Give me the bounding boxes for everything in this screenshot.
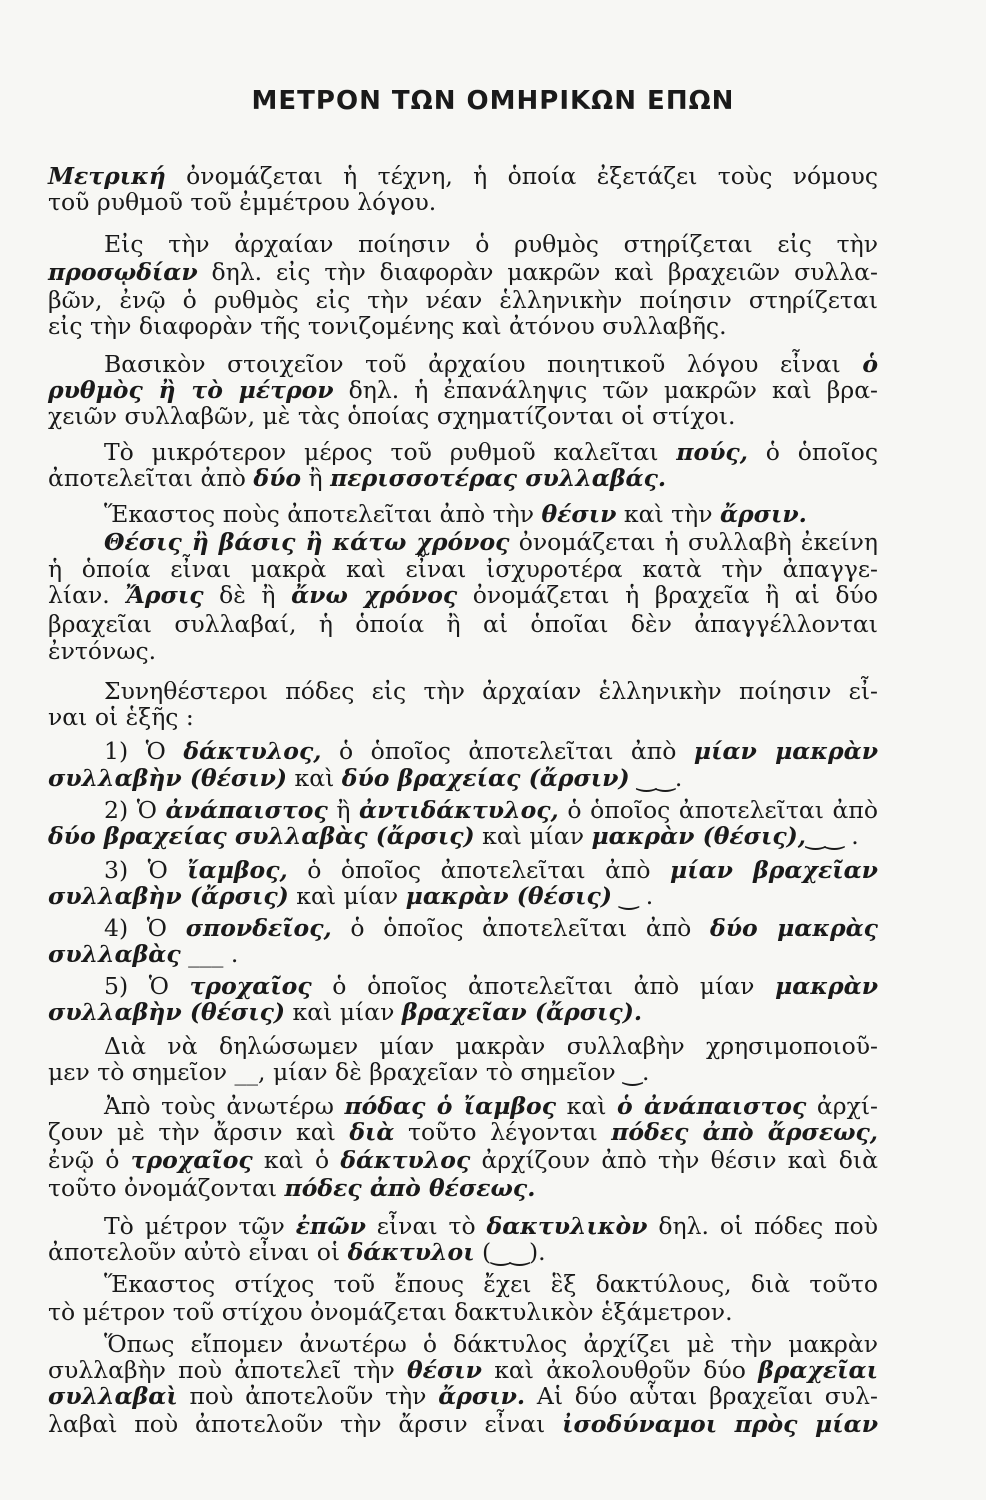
emphasis-text: δύο bbox=[253, 464, 302, 492]
text-line bbox=[104, 1032, 878, 1060]
emphasis-text: ἄρσιν. bbox=[438, 1382, 526, 1410]
text-run: ὁ ὁποῖος ἀποτελεῖται ἀπὸ bbox=[331, 914, 711, 942]
emphasis-text: δακτυλικὸν bbox=[486, 1212, 648, 1240]
text-run: τοῦ ρυθμοῦ τοῦ ἐμμέτρου λόγου. bbox=[48, 188, 437, 216]
text-line bbox=[104, 528, 878, 556]
emphasis-text: σπονδεῖος, bbox=[185, 914, 332, 942]
emphasis-text: ἀντιδάκτυλος, bbox=[359, 796, 559, 824]
text-line bbox=[48, 1238, 878, 1266]
text-line bbox=[48, 258, 878, 286]
text-line bbox=[104, 914, 878, 942]
text-run: Ὅπως εἴπομεν ἀνωτέρω ὁ δάκτυλος ἀρχίζει μὲ τὴν μακρὰν bbox=[104, 1330, 878, 1358]
text-run: 5) Ὁ bbox=[104, 972, 190, 1000]
emphasis-text: Ἄρσις bbox=[125, 581, 204, 609]
text-line bbox=[48, 637, 878, 665]
emphasis-text: ἄνω χρόνος bbox=[291, 581, 458, 609]
text-line bbox=[48, 1146, 878, 1174]
text-run: ποὺ ἀποτελοῦν τὴν bbox=[177, 1382, 439, 1410]
text-run: ὁ ὁποῖος ἀποτελεῖται ἀπὸ bbox=[321, 737, 694, 765]
text-line bbox=[48, 703, 878, 731]
text-run: 3) Ὁ bbox=[104, 856, 188, 884]
text-run: τὸ μέτρον τοῦ στίχου ὀνομάζεται δακτυλικὸν ἑξάμετρον. bbox=[48, 1298, 733, 1326]
text-run: καὶ bbox=[556, 1092, 618, 1120]
text-line bbox=[48, 1174, 878, 1202]
emphasis-text: θέσιν bbox=[541, 500, 617, 528]
text-run: ὁ ὁποῖος ἀποτελεῖται ἀπὸ bbox=[558, 796, 878, 824]
emphasis-text: ἴαμβος, bbox=[187, 856, 288, 884]
emphasis-text: μακρὰν (θέσις), bbox=[591, 822, 806, 850]
emphasis-text: ἀνάπαιστος bbox=[165, 796, 328, 824]
emphasis-text: διὰ bbox=[349, 1118, 395, 1146]
emphasis-text: ρυθμὸς ἢ τὸ μέτρον bbox=[48, 376, 334, 404]
text-line bbox=[48, 1298, 878, 1326]
text-run: Ἕκαστος ποὺς ἀποτελεῖται ἀπὸ τὴν bbox=[104, 500, 542, 528]
emphasis-text: μίαν μακρὰν bbox=[693, 737, 879, 765]
text-run: εἰς τὴν διαφορὰν τῆς τονιζομένης καὶ ἀτόνου συλλαβῆς. bbox=[48, 312, 727, 340]
text-run: Τὸ μικρότερον μέρος τοῦ ρυθμοῦ καλεῖται bbox=[104, 438, 677, 466]
text-run: λίαν. bbox=[48, 581, 126, 609]
text-run: Τὸ μέτρον τῶν bbox=[104, 1212, 296, 1240]
emphasis-text: ὁ ἀνάπαιστος bbox=[617, 1092, 807, 1120]
emphasis-text: πόδες ἀπὸ ἄρσεως, bbox=[611, 1118, 878, 1146]
text-run: δηλ. εἰς τὴν διαφορὰν μακρῶν καὶ βραχειῶν συλλα- bbox=[197, 258, 878, 286]
emphasis-text: ἐπῶν bbox=[295, 1212, 366, 1240]
text-line bbox=[104, 1330, 878, 1358]
emphasis-text: μακρὰν bbox=[775, 972, 878, 1000]
emphasis-text: Μετρική bbox=[48, 162, 166, 190]
text-run: καὶ μίαν bbox=[285, 998, 402, 1026]
text-run: δηλ. οἱ πόδες ποὺ bbox=[647, 1212, 878, 1240]
text-line bbox=[104, 856, 878, 884]
text-run: καὶ μίαν bbox=[288, 882, 406, 910]
text-run: ‿ . bbox=[611, 882, 654, 910]
text-line bbox=[48, 1118, 878, 1146]
text-line bbox=[104, 1212, 878, 1240]
text-run: χειῶν συλλαβῶν, μὲ τὰς ὁποίας σχηματίζονται οἱ στίχοι. bbox=[48, 402, 736, 430]
text-run: δὲ ἢ bbox=[203, 581, 292, 609]
text-run: 1) Ὁ bbox=[104, 737, 184, 765]
emphasis-text: συλλαβαὶ bbox=[48, 1382, 178, 1410]
text-run: καὶ bbox=[287, 764, 342, 792]
emphasis-text: ἰσοδύναμοι πρὸς μίαν bbox=[562, 1410, 879, 1438]
text-line bbox=[48, 581, 878, 609]
emphasis-text: δύο μακρὰς bbox=[710, 914, 878, 942]
emphasis-text: ὁ bbox=[862, 350, 878, 378]
text-line bbox=[48, 555, 878, 583]
text-run: βραχεῖαι συλλαβαί, ἡ ὁποία ἢ αἱ ὁποῖαι δὲν ἀπαγγέλλονται bbox=[48, 610, 878, 638]
text-run: ἀρχίζουν ἀπὸ τὴν θέσιν καὶ διὰ bbox=[470, 1146, 878, 1174]
text-line bbox=[48, 998, 878, 1026]
emphasis-text: πούς, bbox=[676, 438, 748, 466]
text-run: καὶ μίαν bbox=[474, 822, 592, 850]
text-line bbox=[48, 376, 878, 404]
emphasis-text: μίαν βραχεῖαν bbox=[670, 856, 878, 884]
text-line bbox=[104, 500, 878, 528]
text-run: καὶ τὴν bbox=[616, 500, 720, 528]
text-run: ὁ ὁποῖος ἀποτελεῖται ἀπὸ bbox=[287, 856, 671, 884]
text-line bbox=[48, 1356, 878, 1384]
text-run: ἐνῷ ὁ bbox=[48, 1146, 131, 1174]
text-run: ___ . bbox=[180, 940, 239, 968]
emphasis-text: συλλαβὴν (θέσις) bbox=[48, 998, 286, 1026]
text-run: ναι οἱ ἑξῆς : bbox=[48, 703, 194, 731]
emphasis-text: τροχαῖος bbox=[189, 972, 312, 1000]
text-run: Εἰς τὴν ἀρχαίαν ποίησιν ὁ ρυθμὸς στηρίζεται εἰς τὴν bbox=[104, 230, 878, 258]
emphasis-text: δύο βραχείας συλλαβὰς (ἄρσις) bbox=[48, 822, 475, 850]
emphasis-text: πόδας ὁ ἴαμβος bbox=[344, 1092, 557, 1120]
text-line bbox=[48, 312, 878, 340]
emphasis-text: δύο βραχείας (ἄρσιν) bbox=[341, 764, 630, 792]
text-line bbox=[48, 402, 878, 430]
text-line bbox=[104, 796, 878, 824]
text-run: Ἀπὸ τοὺς ἀνωτέρω bbox=[104, 1092, 345, 1120]
text-run: τοῦτο λέγονται bbox=[394, 1118, 612, 1146]
text-run: ἢ bbox=[301, 464, 331, 492]
text-run: ὀνομάζεται ἡ βραχεῖα ἢ αἱ δύο bbox=[457, 581, 878, 609]
text-line bbox=[48, 882, 878, 910]
text-line bbox=[48, 1382, 878, 1410]
emphasis-text: Θέσις ἢ βάσις ἢ κάτω χρόνος bbox=[104, 528, 510, 556]
text-run: τοῦτο ὀνομάζονται bbox=[48, 1174, 285, 1202]
text-line bbox=[104, 737, 878, 765]
text-line bbox=[104, 350, 878, 378]
text-line bbox=[104, 1092, 878, 1120]
text-line bbox=[48, 822, 878, 850]
text-run: (‿‿). bbox=[474, 1238, 546, 1266]
text-run: βῶν, ἐνῷ ὁ ρυθμὸς εἰς τὴν νέαν ἑλληνικὴν ποίησιν στηρίζεται bbox=[48, 286, 878, 314]
text-run: ἀποτελοῦν αὐτὸ εἶναι οἱ bbox=[48, 1238, 348, 1266]
emphasis-text: τροχαῖος bbox=[130, 1146, 253, 1174]
text-run: 2) Ὁ bbox=[104, 796, 166, 824]
text-run: ἢ bbox=[327, 796, 360, 824]
emphasis-text: συλλαβὴν (ἄρσις) bbox=[48, 882, 289, 910]
text-line bbox=[48, 1058, 878, 1086]
emphasis-text: θέσιν bbox=[407, 1356, 482, 1384]
text-line bbox=[48, 162, 878, 190]
text-run: Ἕκαστος στίχος τοῦ ἔπους ἔχει ἓξ δακτύλους, διὰ τοῦτο bbox=[104, 1270, 878, 1298]
page-title: ΜΕΤΡΟΝ ΤΩΝ ΟΜΗΡΙΚΩΝ ΕΠΩΝ bbox=[251, 86, 735, 116]
text-run: ἀρχί- bbox=[806, 1092, 878, 1120]
text-run: ἐντόνως. bbox=[48, 637, 157, 665]
text-line bbox=[48, 464, 878, 492]
emphasis-text: περισσοτέρας συλλαβάς. bbox=[330, 464, 667, 492]
text-run: ὀνομάζεται ἡ τέχνη, ἡ ὁποία ἐξετάζει τοὺς νόμους bbox=[165, 162, 878, 190]
emphasis-text: συλλαβὰς bbox=[48, 940, 181, 968]
emphasis-text: ἄρσιν. bbox=[719, 500, 807, 528]
text-line bbox=[48, 764, 878, 792]
text-run: ὁ ὁποῖος bbox=[747, 438, 878, 466]
text-line bbox=[48, 1410, 878, 1438]
emphasis-text: δάκτυλος bbox=[340, 1146, 471, 1174]
text-line bbox=[104, 438, 878, 466]
emphasis-text: βραχεῖαν (ἄρσις). bbox=[401, 998, 643, 1026]
text-run: ζουν μὲ τὴν ἄρσιν καὶ bbox=[48, 1118, 350, 1146]
text-line bbox=[104, 1270, 878, 1298]
text-line bbox=[104, 677, 878, 705]
text-run: λαβαὶ ποὺ ἀποτελοῦν τὴν ἄρσιν εἶναι bbox=[48, 1410, 563, 1438]
text-run: καὶ ὁ bbox=[252, 1146, 341, 1174]
text-run: καὶ ἀκολουθοῦν δύο bbox=[481, 1356, 759, 1384]
text-run: ὁ ὁποῖος ἀποτελεῖται ἀπὸ μίαν bbox=[311, 972, 776, 1000]
text-run: 4) Ὁ bbox=[104, 914, 186, 942]
text-run: ἡ ὁποία εἶναι μακρὰ καὶ εἶναι ἰσχυροτέρα κατὰ τὴν ἀπαγγε- bbox=[48, 555, 878, 583]
text-run: Συνηθέστεροι πόδες εἰς τὴν ἀρχαίαν ἑλληνικὴν ποίησιν εἶ- bbox=[104, 677, 878, 705]
text-line bbox=[48, 286, 878, 314]
text-run: ‿‿ . bbox=[805, 822, 859, 850]
text-run: Αἱ δύο αὗται βραχεῖαι συλ- bbox=[525, 1382, 878, 1410]
text-line bbox=[48, 188, 878, 216]
text-run: μεν τὸ σημεῖον __, μίαν δὲ βραχεῖαν τὸ σημεῖον ‿. bbox=[48, 1058, 650, 1086]
text-line bbox=[104, 972, 878, 1000]
text-run: ‿‿. bbox=[629, 764, 683, 792]
emphasis-text: δάκτυλοι bbox=[347, 1238, 475, 1266]
emphasis-text: δάκτυλος, bbox=[183, 737, 322, 765]
text-run: Βασικὸν στοιχεῖον τοῦ ἀρχαίου ποιητικοῦ λόγου εἶναι bbox=[104, 350, 863, 378]
text-run: δηλ. ἡ ἐπανάληψις τῶν μακρῶν καὶ βρα- bbox=[333, 376, 879, 404]
text-run: ἀποτελεῖται ἀπὸ bbox=[48, 464, 254, 492]
text-line bbox=[104, 230, 878, 258]
text-run: συλλαβὴν ποὺ ἀποτελεῖ τὴν bbox=[48, 1356, 407, 1384]
text-run: εἶναι τὸ bbox=[365, 1212, 487, 1240]
emphasis-text: βραχεῖαι bbox=[758, 1356, 879, 1384]
emphasis-text: προσῳδίαν bbox=[48, 258, 198, 286]
text-run: Διὰ νὰ δηλώσωμεν μίαν μακρὰν συλλαβὴν χρησιμοποιοῦ- bbox=[104, 1032, 878, 1060]
emphasis-text: συλλαβὴν (θέσιν) bbox=[48, 764, 288, 792]
emphasis-text: μακρὰν (θέσις) bbox=[405, 882, 612, 910]
text-line bbox=[48, 940, 878, 968]
text-run: ὀνομάζεται ἡ συλλαβὴ ἐκείνη bbox=[509, 528, 878, 556]
text-line bbox=[48, 610, 878, 638]
emphasis-text: πόδες ἀπὸ θέσεως. bbox=[284, 1174, 536, 1202]
